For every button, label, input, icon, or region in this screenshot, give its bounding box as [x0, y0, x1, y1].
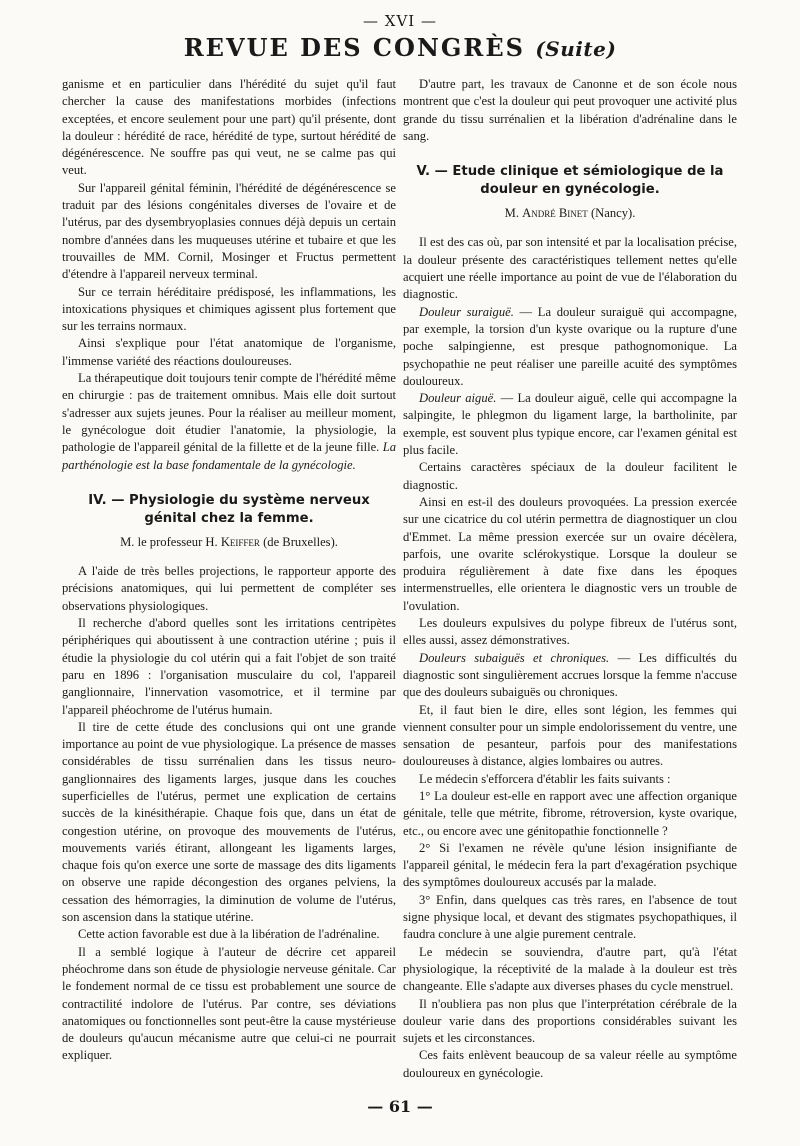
paragraph-italic: La parthénologie est la base fondamentale de la gynécologie.: [62, 440, 396, 472]
paragraph-text: La thérapeutique doit toujours tenir compte de l'hérédité même en chirurgie : pas de traitement omnibus. Mais elle doit surtout s'adresser aux sujets jeunes. Pour la réaliser au meilleur moment, le gynécologue doit étudier l'anatomie, la physiologie, la pathologie de l'appareil génital de la fillette et de la jeune fille.: [62, 371, 396, 455]
paragraph-label: Douleur suraiguë.: [419, 304, 514, 319]
author-name: André Binet: [522, 206, 588, 221]
paragraph: Le médecin se souviendra, d'autre part, qu'à l'état physiologique, la réceptivité de la malade à la douleur est très changeante. Elle s'adapte aux diverses phases du cycle menstruel.: [403, 944, 737, 994]
author-suffix: (de Bruxelles).: [263, 534, 338, 549]
section-5-title: V. — Etude clinique et sémiologique de la douleur en gynécologie.: [416, 164, 724, 198]
paragraph-label: Douleur aiguë.: [419, 391, 497, 406]
list-item: 3° Enfin, dans quelques cas très rares, en l'absence de tout signe physique local, et devant des stigmates psychopathiques, il faudra conclure à une algie purement centrale.: [403, 892, 737, 942]
left-column: [62, 76, 396, 1065]
paragraph: A l'aide de très belles projections, le rapporteur apporte des précisions anatomiques, qui lui permettent de compléter ses observations physiologiques.: [62, 564, 396, 613]
list-item: 2° Si l'examen ne révèle qu'une lésion insignifiante de l'appareil génital, le médecin fera la part d'exagération psychique des symptômes douloureux accusés par la malade.: [403, 840, 737, 890]
list-item: 1° La douleur est-elle en rapport avec une affection organique génitale, telle que métrite, fibrome, rétroversion, kyste ovarique, etc., ou encore avec une génitopathie fonctionnelle ?: [403, 788, 737, 838]
folio-roman: — XVI —: [363, 12, 437, 30]
paragraph: Certains caractères spéciaux de la douleur facilitent le diagnostic.: [403, 460, 737, 492]
author-name: Keiffer: [220, 534, 260, 549]
paragraph: [403, 390, 737, 459]
paragraph: Il tire de cette étude des conclusions qui ont une grande importance au point de vue physiologique. La présence de masses considérables de tissu surrénalien dans les tissus neuro-ganglionnaires des ligaments larges, jusque dans les couches superficielles de l'utérus, permet une explication de certains succès de la kinésithérapie. Chaque fois que, dans un état de congestion utérine, on provoque des mouvements de l'utérus, mouvements variés étirant, allongeant les ligaments larges, chaque fois qu'on exerce une sorte de massage des dits ligaments on observe une rapide décongestion des organes pelviens, la cessation des hémorragies, la diminution de volume de l'utérus, son ascension dans la statique utérine.: [62, 719, 396, 925]
author-prefix: M. le professeur H.: [120, 534, 218, 549]
paragraph: Ainsi s'explique pour l'état anatomique de l'organisme, l'immense variété des réactions douloureuses.: [62, 336, 396, 368]
paragraph: Le médecin s'efforcera d'établir les faits suivants :: [419, 771, 671, 786]
paragraph-text: — La douleur aiguë, celle qui accompagne la salpingite, le phlegmon du ligament large, la bartholinite, par exemple, est souvent plus typique encore, car l'examen génital est plus facile.: [403, 391, 737, 458]
paragraph: [62, 370, 396, 474]
running-header-suffix: (Suite): [535, 37, 617, 61]
paragraph: Il a semblé logique à l'auteur de décrire cet appareil phéochrome dans son étude de physiologie nerveuse génitale. Car le fondement normal de ce tissu est probablement une source de contractilité indolore de l'utérus. Par contre, ses déviations anatomiques ou fonctionnelles sont peut-être la cause mystérieuse de douleurs qu'aucun mécanisme autre que celui-ci ne pourrait expliquer.: [62, 944, 396, 1063]
paragraph: Et, il faut bien le dire, elles sont légion, les femmes qui viennent consulter pour un simple endolorissement du ventre, une sensation de pesanteur, parfois pour des manifestations douloureuses à distance, algies lombaires ou autres.: [403, 702, 737, 769]
paragraph: Il recherche d'abord quelles sont les irritations centripètes périphériques qui aboutissent à une contraction utérine ; puis il étudie la physiologie du col utérin qui a fait l'objet de son traité paru en 1896 : l'organisation musculaire du col, l'appareil ganglionnaire, l'innervation vasomotrice, et il termine par l'appareil phéochrome de l'utérus humain.: [62, 616, 396, 717]
running-header-title: REVUE DES CONGRÈS: [183, 33, 525, 62]
paragraph: [403, 650, 737, 702]
paragraph: ganisme et en particulier dans l'hérédité du sujet qu'il faut chercher la cause des manifestations morbides (infections exceptées, et encore seulement pour une part) qu'il présente, dont la douleur : hérédité de race, hérédité de type, surtout hérédité de dégénérescence. Ne souffre pas qui veut, ne se calme pas qui veut.: [62, 77, 396, 178]
paragraph: D'autre part, les travaux de Canonne et de son école nous montrent que c'est la douleur qui peut provoquer une activité plus grande du tissu surrénalien et la libération d'adrénaline dans le sang.: [403, 77, 737, 143]
author-prefix: M.: [504, 206, 519, 221]
author-suffix: (Nancy).: [590, 206, 636, 221]
paragraph: Cette action favorable est due à la libération de l'adrénaline.: [78, 927, 380, 942]
section-4-author: [62, 534, 396, 551]
section-4-title: IV. — Physiologie du système nerveux génital chez la femme.: [88, 492, 370, 526]
paragraph: Sur ce terrain héréditaire prédisposé, les inflammations, les intoxications physiques et chimiques agissent plus fortement que sur les terrains normaux.: [62, 284, 396, 334]
paragraph: Il n'oubliera pas non plus que l'interprétation cérébrale de la douleur varie dans des proportions considérables suivant les sujets et les circonstances.: [403, 996, 737, 1046]
paragraph: Sur l'appareil génital féminin, l'hérédité de dégénérescence se traduit par des lésions congénitales diverses de l'ovaire et de l'utérus, par des dysembryoplasies connues déjà depuis un certain nombre d'années dans les muqueuses utérine et tubaire et que les trouvailles de MM. Cornil, Mosinger et Fructus permettent d'étendre à l'appareil nerveux terminal.: [62, 180, 396, 282]
paragraph-label: Douleurs subaiguës et chroniques.: [419, 650, 610, 665]
section-5-author: [403, 205, 737, 222]
paragraph: Ainsi en est-il des douleurs provoquées. La pression exercée sur une cicatrice du col utérin permettra de diagnostiquer un clou d'Emmet. La même pression exercée sur un ovaire décèlera, parfois, une ovarite sclérokystique. Lorsque la douleur se produira régulièrement à date fixe dans les époques intermenstruelles, elle orientera le diagnostic vers un trouble de l'ovulation.: [403, 494, 737, 613]
paragraph: Les douleurs expulsives du polype fibreux de l'utérus sont, elles aussi, assez démonstratives.: [403, 616, 737, 648]
paragraph: Il est des cas où, par son intensité et par la localisation précise, la douleur présente des caractéristiques tellement nettes qu'elle acquiert une réelle importance au point de vue de l'élaboration du diagnostic.: [403, 235, 737, 302]
page-number: — 61 —: [367, 1097, 433, 1116]
paragraph-text: — La douleur suraiguë qui accompagne, par exemple, la torsion d'un kyste ovarique ou la rupture d'une poche salpingienne, est presque pathognomonique. La psychopathie ne peut réaliser une pareille acuité des symptômes douloureux.: [403, 304, 737, 388]
paragraph: Ces faits enlèvent beaucoup de sa valeur réelle au symptôme douloureux en gynécologie.: [403, 1048, 737, 1080]
paragraph: [403, 304, 737, 390]
running-header: [0, 33, 800, 62]
paragraph-text: — Les difficultés du diagnostic sont singulièrement accrues lorsque la femme n'accuse que des douleurs subaiguës ou chroniques.: [403, 650, 737, 700]
right-column: [403, 76, 737, 1082]
